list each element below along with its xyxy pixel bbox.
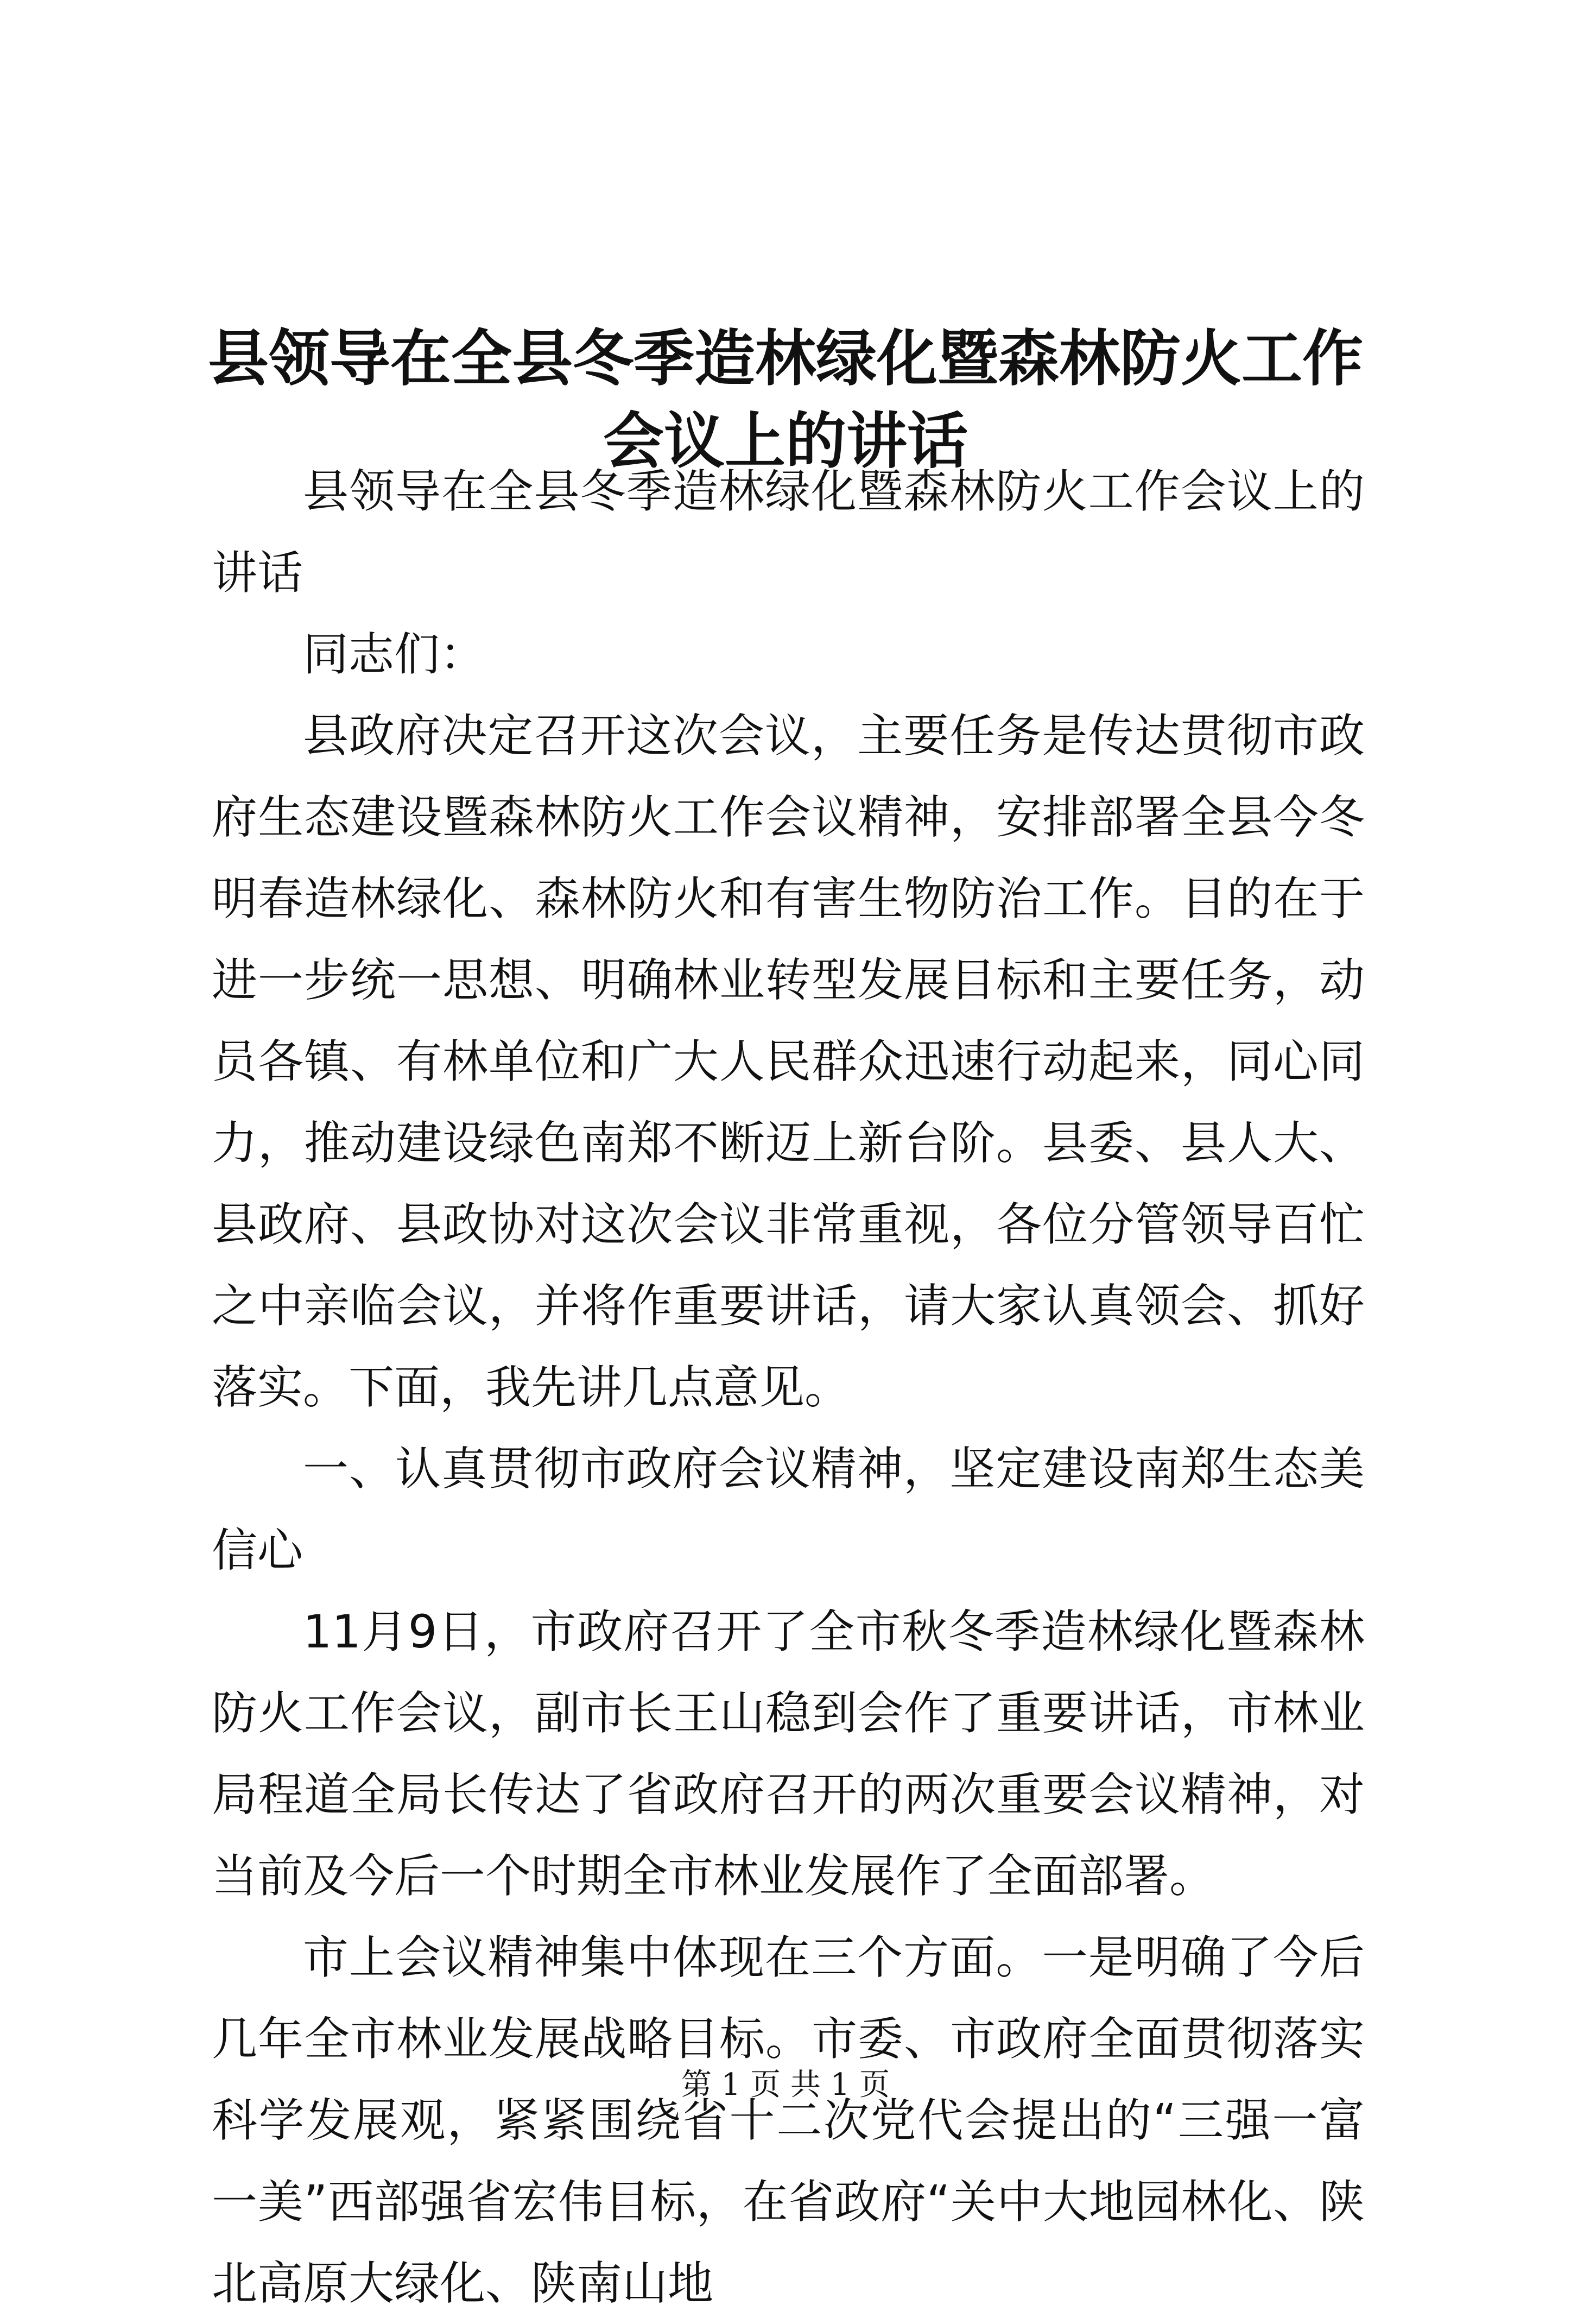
document-body <box>212 451 1365 2324</box>
paragraph-spirit: 市上会议精神集中体现在三个方面。一是明确了今后几年全市林业发展战略目标。市委、市政府全面贯彻落实科学发展观，紧紧围绕省十二次党代会提出的“三强一富一美”西部强省宏伟目标，在省政府“关中大地园林化、陕北高原大绿化、陕南山地 <box>212 1931 1365 2310</box>
page-number-label: 第 1 页 共 1 页 <box>681 2067 890 2102</box>
paragraph-meeting: 11月9日，市政府召开了全市秋冬季造林绿化暨森林防火工作会议，副市长王山稳到会作了重要讲话，市林业局程道全局长传达了省政府召开的两次重要会议精神，对当前及今后一个时期全市林业发展作了全面部署。 <box>212 1605 1365 1903</box>
paragraph-subtitle: 县领导在全县冬季造林绿化暨森林防火工作会议上的讲话 <box>212 465 1365 599</box>
page-footer <box>0 2063 1571 2107</box>
document-title: 县领导在全县冬季造林绿化暨森林防火工作会议上的讲话 <box>208 323 1363 477</box>
section-heading-1: 一、认真贯彻市政府会议精神，坚定建设南郑生态美信心 <box>212 1442 1365 1577</box>
paragraph-intro: 县政府决定召开这次会议，主要任务是传达贯彻市政府生态建设暨森林防火工作会议精神，安排部署全县今冬明春造林绿化、森林防火和有害生物防治工作。目的在于进一步统一思想、明确林业转型发展目标和主要任务，动员各镇、有林单位和广大人民群众迅速行动起来，同心同力，推动建设绿色南郑不断迈上新台阶。县委、县人大、县政府、县政协对这次会议非常重视，各位分管领导百忙之中亲临会议，并将作重要讲话，请大家认真领会、抓好落实。下面，我先讲几点意见。 <box>212 709 1365 1414</box>
paragraph-salutation: 同志们： <box>303 628 486 681</box>
